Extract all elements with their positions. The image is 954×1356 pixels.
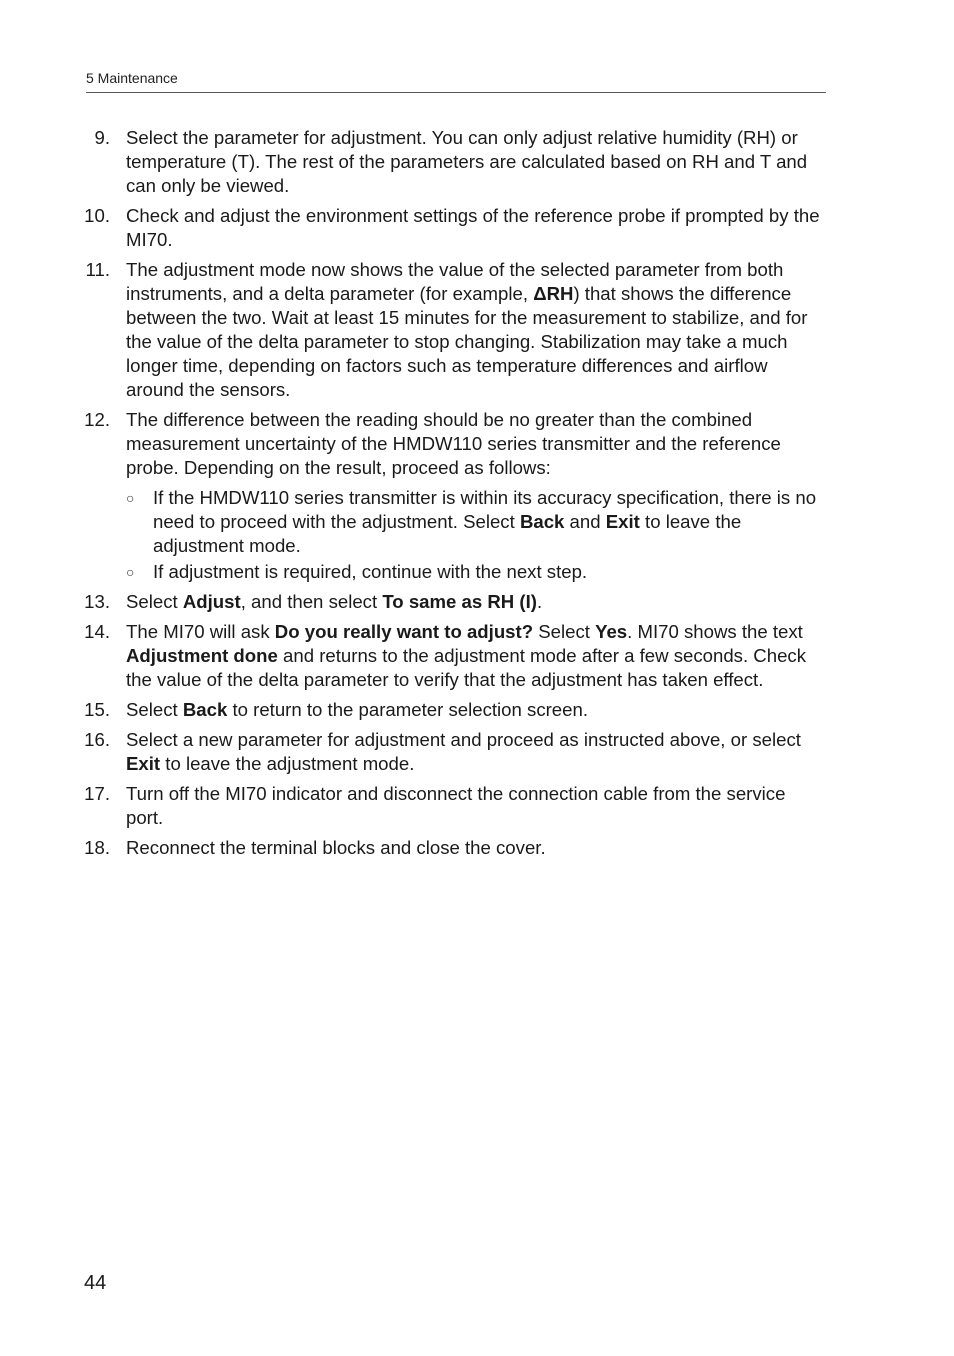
delta-rh-term: ΔRH [533,283,574,304]
confirm-prompt-term: Do you really want to adjust? [274,621,534,642]
step-text: Select the parameter for adjustment. You can only adjust relative humidity (RH) or temperature (T). The rest of the parameters are calculated based on RH and T and can only be viewed. [126,127,808,196]
step-14 [0,620,954,692]
circle-bullet-icon: ○ [126,564,135,580]
step-text: Select a new parameter for adjustment and proceed as instructed above, or select Exit to leave the adjustment mode. [126,729,801,774]
step-number: 14. [84,621,110,642]
step-9 [0,126,954,198]
exit-term: Exit [126,753,161,774]
step-12 [0,408,954,584]
running-header [86,70,826,93]
step-text: The difference between the reading should be no greater than the combined measurement uncertainty of the HMDW110 series transmitter and the reference probe. Depending on the result, proceed as follows: ○ If the HMDW110 series transmitter is within its accuracy specification, there is no need to proceed with the adjustment. Select Back and Exit to leave the adjustment mode. ○ If adjustment is required, continue with the next step. [126,408,826,584]
step-number: 9. [94,127,110,148]
step-13 [0,590,954,614]
sub-list [126,486,826,584]
adjustment-done-term: Adjustment done [126,645,278,666]
circle-bullet-icon: ○ [126,490,135,506]
step-10 [0,204,954,252]
step-number: 11. [85,259,110,280]
step-number: 18. [84,837,110,858]
step-16 [0,728,954,776]
procedure-steps [0,126,954,866]
exit-term: Exit [605,511,640,532]
step-number: 12. [84,409,110,430]
step-number: 13. [84,591,110,612]
step-text: Select Adjust, and then select To same as RH (I). [126,591,543,612]
step-17 [0,782,954,830]
step-text: Reconnect the terminal blocks and close the cover. [126,837,546,858]
adjust-term: Adjust [182,591,241,612]
sub-list-item: ○ If adjustment is required, continue with the next step. [126,561,588,582]
step-text: The adjustment mode now shows the value of the selected parameter from both instruments, and a delta parameter (for example, ΔRH) that shows the difference between the two. Wait at least 15 minutes for the measurement to stabilize, and for the value of the delta parameter to stop changing. Stabilization may take a much longer time, depending on factors such as temperature differences and airflow around the sensors. [126,259,808,400]
page-number: 44 [84,1272,107,1294]
step-number: 16. [84,729,110,750]
section-title: 5 Maintenance [86,70,178,86]
step-text: Check and adjust the environment settings of the reference probe if prompted by the MI70. [126,205,820,250]
step-15 [0,698,954,722]
back-term: Back [519,511,565,532]
step-number: 10. [84,205,110,226]
step-text: The MI70 will ask Do you really want to adjust? Select Yes. MI70 shows the text Adjustment done and returns to the adjustment mode after a few seconds. Check the value of the delta parameter to verify that the adjustment has taken effect. [126,621,807,690]
yes-term: Yes [595,621,628,642]
step-18 [0,836,954,860]
step-11 [0,258,954,402]
back-term: Back [182,699,228,720]
step-text: Turn off the MI70 indicator and disconnect the connection cable from the service port. [126,783,786,828]
sub-list-item: ○ If the HMDW110 series transmitter is within its accuracy specification, there is no need to proceed with the adjustment. Select Back and Exit to leave the adjustment mode. [126,487,817,556]
to-same-as-rh-term: To same as RH (I) [382,591,537,612]
step-number: 17. [84,783,110,804]
step-number: 15. [84,699,110,720]
step-text: Select Back to return to the parameter selection screen. [126,699,588,720]
